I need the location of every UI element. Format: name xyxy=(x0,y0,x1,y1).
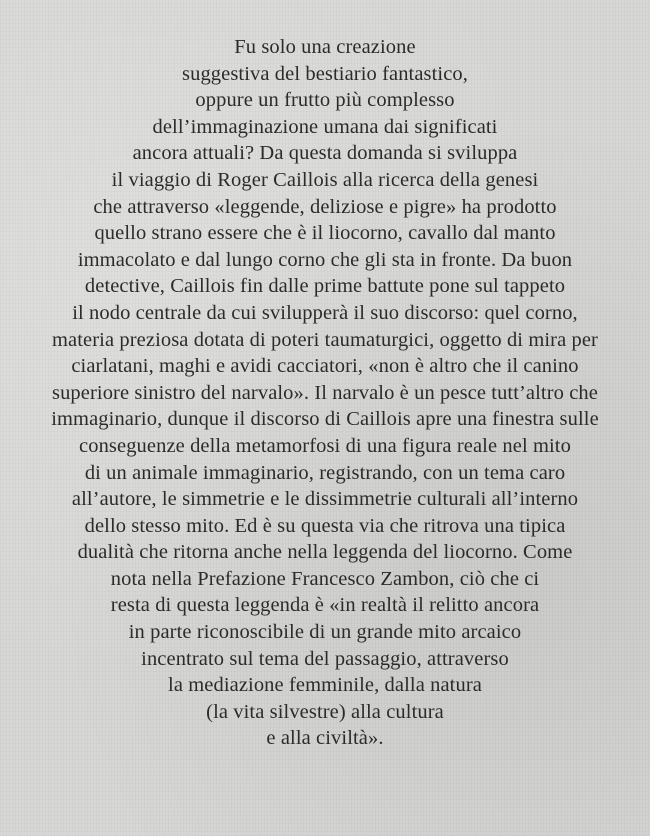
blurb-line: in parte riconoscibile di un grande mito arcaico xyxy=(128,621,522,644)
blurb-line: che attraverso «leggende, deliziose e pigre» ha prodotto xyxy=(93,195,557,218)
blurb-line: la mediazione femminile, dalla natura xyxy=(168,674,482,697)
blurb-line: di un animale immaginario, registrando, con un tema caro xyxy=(84,461,566,484)
blurb-line: quello strano essere che è il liocorno, cavallo dal manto xyxy=(94,222,556,245)
blurb-line: immacolato e dal lungo corno che gli sta in fronte. Da buon xyxy=(77,248,573,271)
blurb-line: resta di questa leggenda è «in realtà il relitto ancora xyxy=(110,594,540,617)
blurb-text xyxy=(0,34,650,752)
blurb-line: suggestiva del bestiario fantastico, xyxy=(182,62,468,85)
blurb-line: materia preziosa dotata di poteri taumaturgici, oggetto di mira per xyxy=(52,328,598,351)
blurb-line: ciarlatani, maghi e avidi cacciatori, «non è altro che il canino xyxy=(71,355,579,378)
blurb-line: Fu solo una creazione xyxy=(234,36,416,58)
blurb-line: detective, Caillois fin dalle prime battute pone sul tappeto xyxy=(84,275,566,298)
blurb-line: all’autore, le simmetrie e le dissimmetrie culturali all’interno xyxy=(71,488,579,511)
blurb-line: dualità che ritorna anche nella leggenda del liocorno. Come xyxy=(77,541,573,564)
blurb-line: dell’immaginazione umana dai significati xyxy=(152,115,498,138)
blurb-line: superiore sinistro del narvalo». Il narvalo è un pesce tutt’altro che xyxy=(52,381,598,404)
blurb-line: nota nella Prefazione Francesco Zambon, ciò che ci xyxy=(110,567,540,590)
blurb-line: immaginario, dunque il discorso di Caillois apre una finestra sulle xyxy=(51,408,599,431)
blurb-line: conseguenze della metamorfosi di una figura reale nel mito xyxy=(79,434,571,457)
blurb-line: oppure un frutto più complesso xyxy=(195,89,455,112)
blurb-line: il nodo centrale da cui svilupperà il suo discorso: quel corno, xyxy=(72,301,578,324)
blurb-line: e alla civiltà». xyxy=(266,727,384,750)
blurb-line: ancora attuali? Da questa domanda si sviluppa xyxy=(132,142,518,165)
blurb-line: il viaggio di Roger Caillois alla ricerca della genesi xyxy=(111,168,539,191)
blurb-line: (la vita silvestre) alla cultura xyxy=(206,700,444,723)
blurb-line: dello stesso mito. Ed è su questa via che ritrova una tipica xyxy=(84,514,566,537)
blurb-line: incentrato sul tema del passaggio, attraverso xyxy=(141,647,509,670)
